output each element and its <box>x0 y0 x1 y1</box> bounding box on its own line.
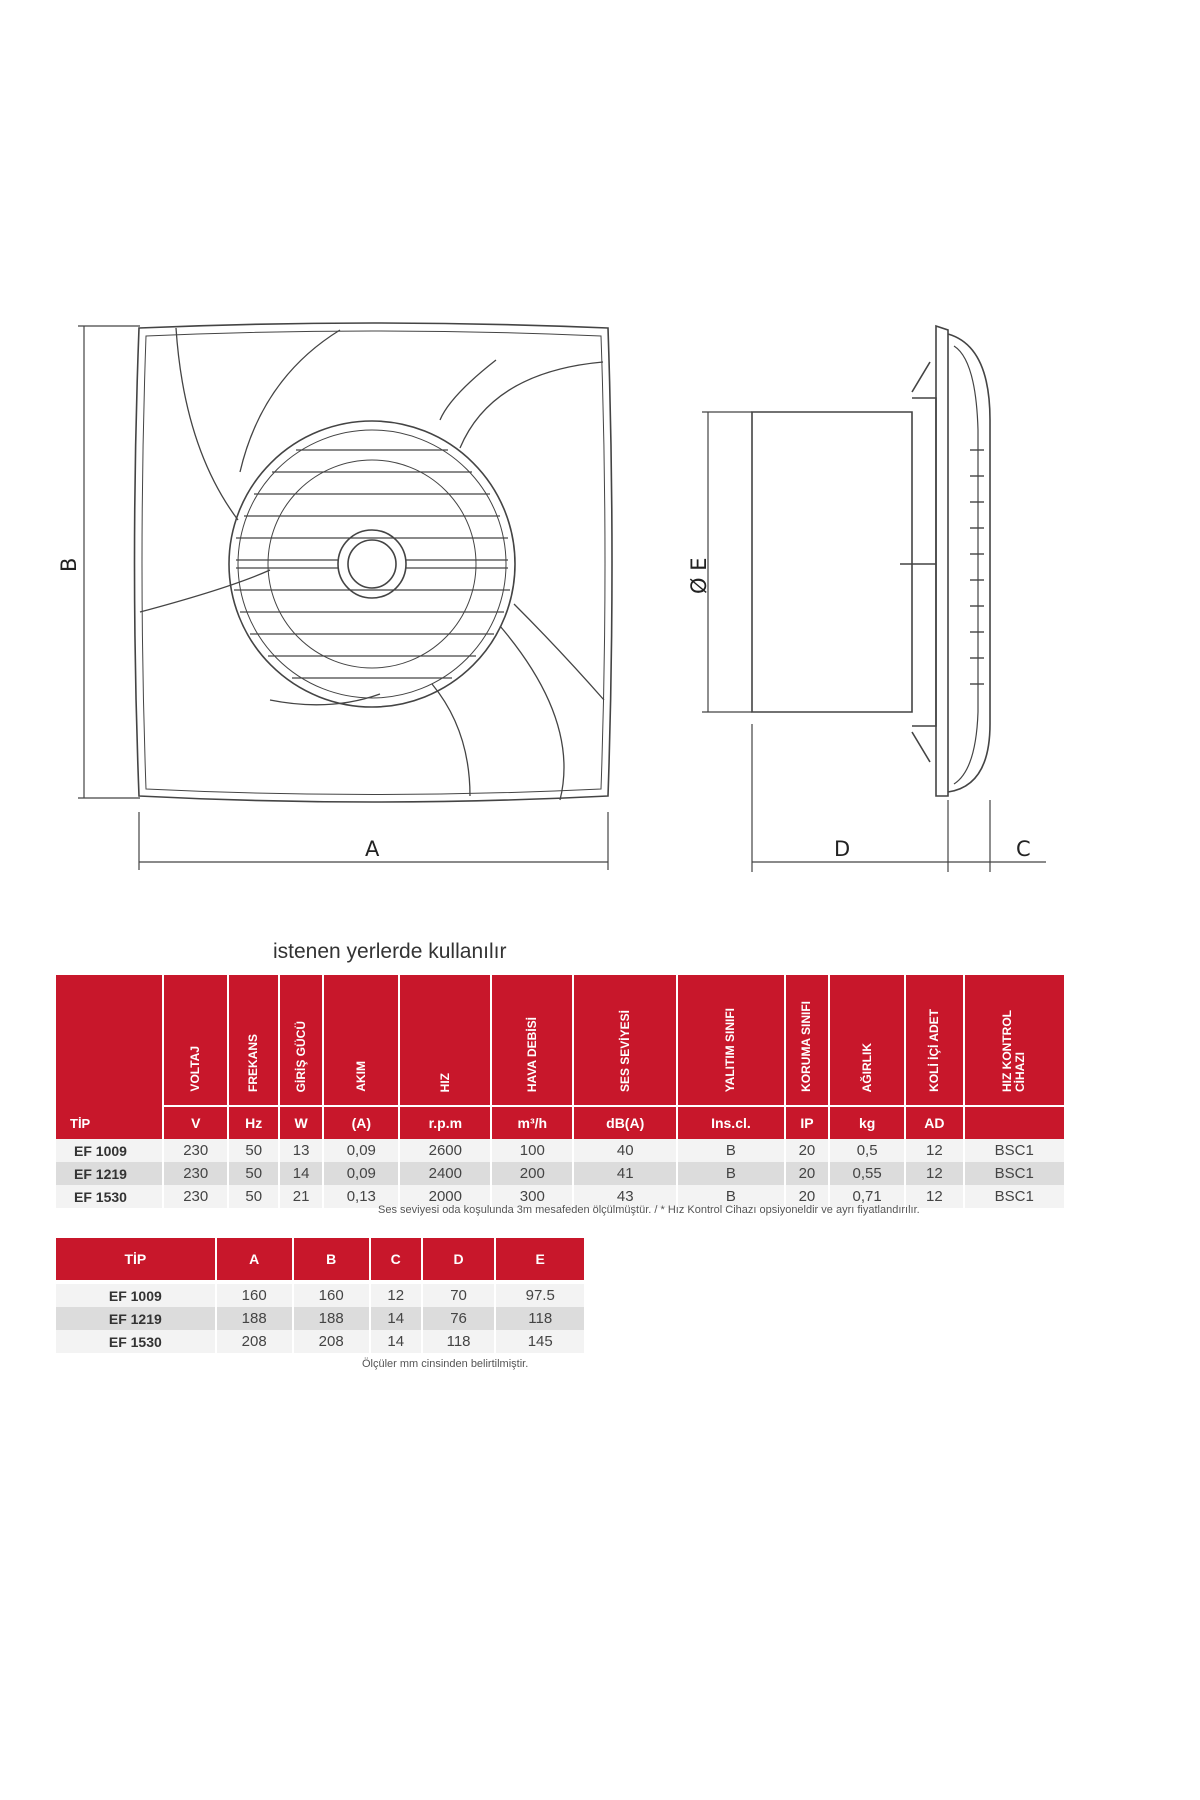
value-cell: 230 <box>164 1139 227 1162</box>
col-header: B <box>294 1238 369 1284</box>
value-cell: 0,13 <box>324 1185 398 1208</box>
unit-cell: dB(A) <box>574 1107 676 1139</box>
value-cell: 2600 <box>400 1139 490 1162</box>
value-cell: 50 <box>229 1185 278 1208</box>
unit-cell: Hz <box>229 1107 278 1139</box>
fan-blades <box>140 328 604 800</box>
value-cell: 76 <box>423 1307 495 1330</box>
table-row <box>56 1330 584 1353</box>
col-header: HIZ <box>400 975 490 1107</box>
label-c: C <box>1016 837 1031 861</box>
value-cell: 0,09 <box>324 1162 398 1185</box>
col-header: E <box>496 1238 584 1284</box>
dim-footnote: Ölçüler mm cinsinden belirtilmiştir. <box>362 1358 529 1370</box>
value-cell: 2000 <box>400 1185 490 1208</box>
value-cell: 43 <box>574 1185 676 1208</box>
label-b: B <box>57 557 81 572</box>
unit-cell: Ins.cl. <box>678 1107 784 1139</box>
dimension-table <box>54 1238 586 1353</box>
value-cell: 70 <box>423 1284 495 1307</box>
col-header: VOLTAJ <box>164 975 227 1107</box>
value-cell: 14 <box>280 1162 322 1185</box>
value-cell: 50 <box>229 1139 278 1162</box>
value-cell: 13 <box>280 1139 322 1162</box>
col-header: KORUMA SINIFI <box>786 975 828 1107</box>
dimension-labels <box>57 558 1031 861</box>
model-cell: EF 1219 <box>56 1162 162 1185</box>
fan-side-view <box>752 326 990 796</box>
table-row <box>56 1307 584 1330</box>
value-cell: B <box>678 1162 784 1185</box>
value-cell: 208 <box>294 1330 369 1353</box>
value-cell: 21 <box>280 1185 322 1208</box>
value-cell: 0,09 <box>324 1139 398 1162</box>
col-header: KOLİ İÇİ ADET <box>906 975 962 1107</box>
spec-footnote: Ses seviyesi oda koşulunda 3m mesafeden ölçülmüştür. / * Hız Kontrol Cihazı opsiyoneldir ve ayrı fiyatlandırılır. <box>378 1204 920 1216</box>
value-cell: 188 <box>294 1307 369 1330</box>
model-cell: EF 1009 <box>56 1139 162 1162</box>
value-cell: 208 <box>217 1330 292 1353</box>
value-cell: BSC1 <box>965 1185 1064 1208</box>
value-cell: 118 <box>423 1330 495 1353</box>
label-d: D <box>834 837 851 861</box>
value-cell: BSC1 <box>965 1162 1064 1185</box>
unit-cell: AD <box>906 1107 962 1139</box>
value-cell: 0,5 <box>830 1139 904 1162</box>
value-cell: 50 <box>229 1162 278 1185</box>
col-header: GİRİŞ GÜCÜ <box>280 975 322 1107</box>
model-cell: EF 1530 <box>56 1330 215 1353</box>
grille <box>229 421 515 707</box>
value-cell: 41 <box>574 1162 676 1185</box>
value-cell: 14 <box>371 1307 421 1330</box>
col-header: C <box>371 1238 421 1284</box>
col-header: AKIM <box>324 975 398 1107</box>
unit-cell: IP <box>786 1107 828 1139</box>
table-row <box>56 1284 584 1307</box>
value-cell: 200 <box>492 1162 572 1185</box>
col-header: SES SEVİYESİ <box>574 975 676 1107</box>
value-cell: 14 <box>371 1330 421 1353</box>
value-cell: 300 <box>492 1185 572 1208</box>
value-cell: 0,71 <box>830 1185 904 1208</box>
tip-header: TİP <box>56 975 162 1139</box>
value-cell: 12 <box>371 1284 421 1307</box>
unit-cell: W <box>280 1107 322 1139</box>
value-cell: 230 <box>164 1185 227 1208</box>
model-cell: EF 1530 <box>56 1185 162 1208</box>
value-cell: 188 <box>217 1307 292 1330</box>
dim-header-row <box>56 1238 584 1284</box>
col-header: FREKANS <box>229 975 278 1107</box>
value-cell: 160 <box>294 1284 369 1307</box>
value-cell: 20 <box>786 1139 828 1162</box>
model-cell: EF 1219 <box>56 1307 215 1330</box>
value-cell: 12 <box>906 1162 962 1185</box>
value-cell: 12 <box>906 1185 962 1208</box>
spec-table <box>54 975 1066 1208</box>
value-cell: 145 <box>496 1330 584 1353</box>
value-cell: 40 <box>574 1139 676 1162</box>
value-cell: B <box>678 1185 784 1208</box>
unit-cell: V <box>164 1107 227 1139</box>
usage-caption: istenen yerlerde kullanılır <box>273 940 507 963</box>
value-cell: 2400 <box>400 1162 490 1185</box>
col-header: AĞIRLIK <box>830 975 904 1107</box>
col-header: A <box>217 1238 292 1284</box>
unit-cell: kg <box>830 1107 904 1139</box>
unit-cell: r.p.m <box>400 1107 490 1139</box>
model-cell: EF 1009 <box>56 1284 215 1307</box>
col-header: HAVA DEBİSİ <box>492 975 572 1107</box>
value-cell: 12 <box>906 1139 962 1162</box>
value-cell: 160 <box>217 1284 292 1307</box>
value-cell: 20 <box>786 1185 828 1208</box>
spec-unit-row <box>56 1107 1064 1139</box>
value-cell: 118 <box>496 1307 584 1330</box>
label-a: A <box>365 837 380 861</box>
value-cell: 0,55 <box>830 1162 904 1185</box>
spec-header-row <box>56 975 1064 1107</box>
value-cell: B <box>678 1139 784 1162</box>
value-cell: 97.5 <box>496 1284 584 1307</box>
table-row <box>56 1162 1064 1185</box>
col-header: D <box>423 1238 495 1284</box>
unit-cell: (A) <box>324 1107 398 1139</box>
value-cell: 20 <box>786 1162 828 1185</box>
value-cell: 230 <box>164 1162 227 1185</box>
col-header: HIZ KONTROL CİHAZI <box>965 975 1064 1107</box>
label-e: Ø E <box>687 557 711 594</box>
value-cell: BSC1 <box>965 1139 1064 1162</box>
value-cell: 100 <box>492 1139 572 1162</box>
fan-front-view <box>135 323 613 802</box>
col-header: YALITIM SINIFI <box>678 975 784 1107</box>
col-header: TİP <box>56 1238 215 1284</box>
table-row <box>56 1139 1064 1162</box>
unit-cell: m³/h <box>492 1107 572 1139</box>
unit-cell <box>965 1107 1064 1139</box>
